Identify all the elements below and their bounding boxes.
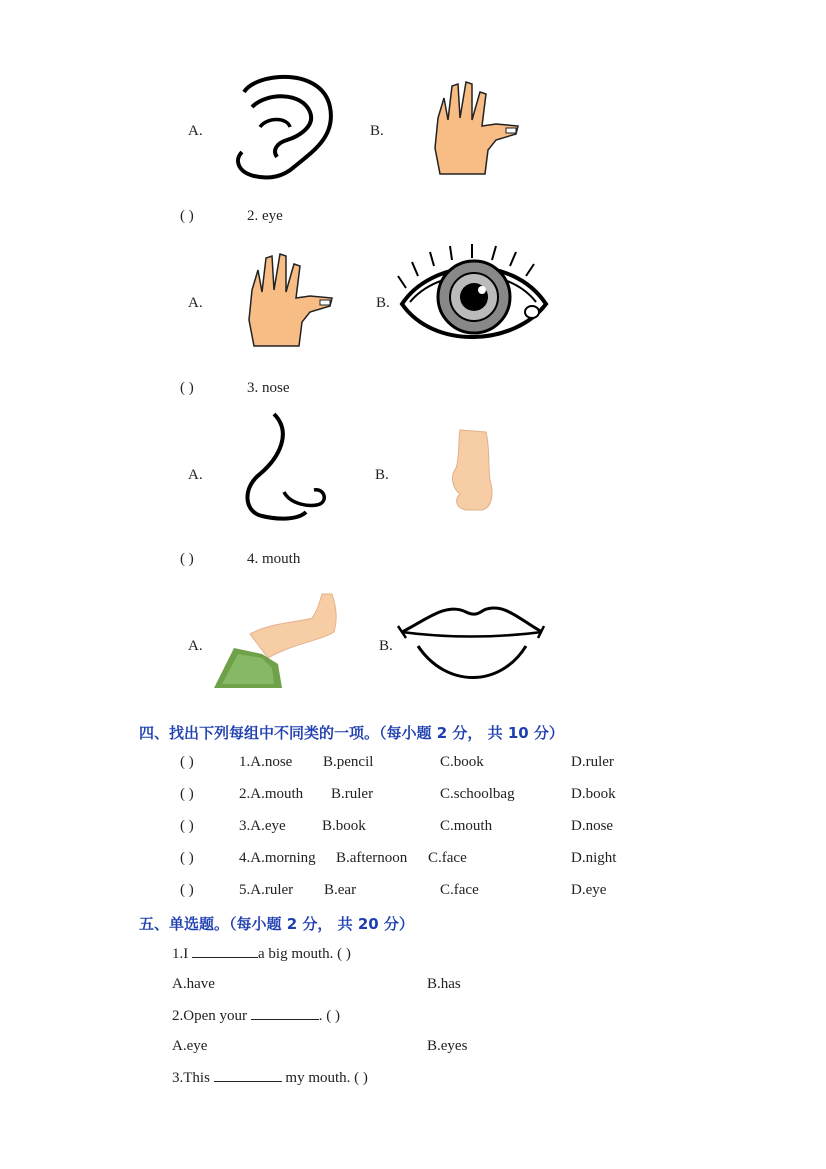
leg-picture [212,592,342,690]
question-one [172,945,351,963]
section-four-title: 四、找出下列每组中不同类的一项。（每小题 2 分， 共 10 分） [139,724,564,742]
section-five-title: 五、单选题。（每小题 2 分， 共 20 分） [139,915,414,933]
eye-picture [396,242,551,357]
choice-b: B.eyes [427,1038,468,1054]
question-label: 4. mouth [247,551,301,567]
question-text: my mouth. ( ) [281,1070,368,1086]
option-a-label: A. [188,638,203,654]
option-a: 5.A.ruler [239,882,294,898]
answer-paren[interactable]: ( ) [180,786,194,802]
answer-paren[interactable]: ( ) [180,380,194,396]
question-text: . ( ) [318,1008,340,1024]
option-a-label: A. [188,295,203,311]
question-text: a big mouth. ( ) [258,946,351,962]
option-c: C.mouth [440,818,493,834]
question-text: 2.Open your [172,1008,251,1024]
question-label: 2. eye [247,208,283,224]
foot-picture [446,428,496,513]
hand-picture [430,78,525,176]
option-b: B.ear [324,882,357,898]
option-c: C.schoolbag [440,786,515,802]
question-two [172,1007,340,1025]
choice-a: A.have [172,976,215,992]
option-b-label: B. [379,638,393,654]
option-a: 2.A.mouth [239,786,304,802]
option-a: 1.A.nose [239,754,293,770]
option-a-label: A. [188,467,203,483]
option-a: 4.A.morning [239,850,316,866]
question-three [172,1069,368,1087]
option-b: B.ruler [331,786,374,802]
option-d: D.book [571,786,616,802]
answer-blank[interactable] [214,1069,282,1082]
ear-picture [232,72,352,182]
answer-blank[interactable] [251,1007,319,1020]
option-b: B.pencil [323,754,374,770]
option-d: D.night [571,850,617,866]
nose-picture [240,412,335,522]
option-d: D.ruler [571,754,614,770]
option-b-label: B. [376,295,390,311]
option-b: B.afternoon [336,850,408,866]
option-a: 3.A.eye [239,818,286,834]
option-b: B.book [322,818,366,834]
answer-paren[interactable]: ( ) [180,754,194,770]
answer-paren[interactable]: ( ) [180,208,194,224]
option-d: D.eye [571,882,607,898]
answer-paren[interactable]: ( ) [180,850,194,866]
mouth-picture [396,600,546,685]
answer-paren[interactable]: ( ) [180,818,194,834]
choice-a: A.eye [172,1038,208,1054]
option-c: C.face [428,850,467,866]
choice-b: B.has [427,976,461,992]
answer-paren[interactable]: ( ) [180,551,194,567]
hand-picture [244,250,339,348]
option-b-label: B. [375,467,389,483]
answer-paren[interactable]: ( ) [180,882,194,898]
option-c: C.book [440,754,484,770]
question-text: 3.This [172,1070,214,1086]
question-text: 1.I [172,946,192,962]
option-c: C.face [440,882,479,898]
option-b-label: B. [370,123,384,139]
option-a-label: A. [188,123,203,139]
answer-blank[interactable] [192,945,258,958]
question-label: 3. nose [247,380,290,396]
option-d: D.nose [571,818,614,834]
